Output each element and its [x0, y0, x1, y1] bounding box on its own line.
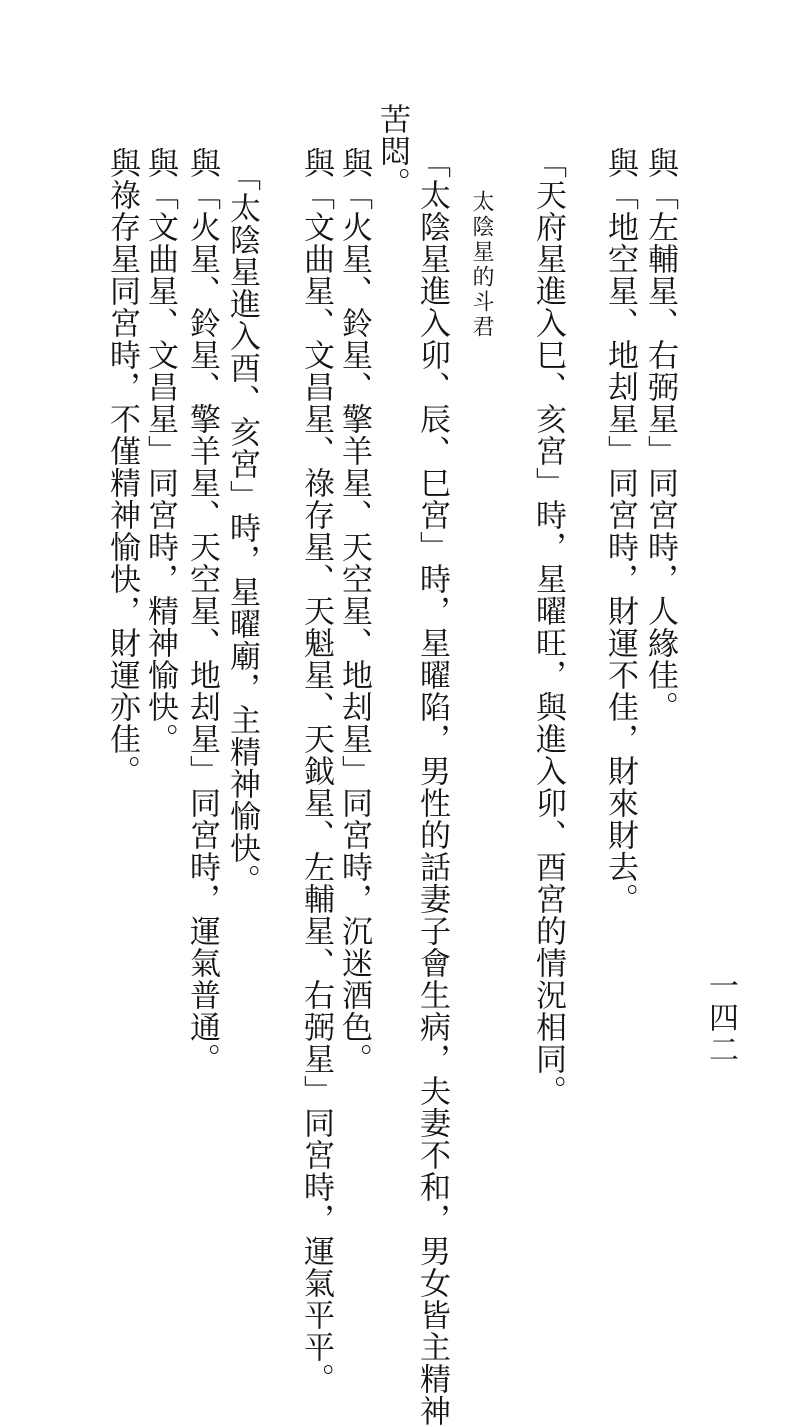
- text-line-4: 「太陰星進入卯、辰、巳宮」時，星曜陷，男性的話妻子會生病，夫妻不和，男女皆主精神: [414, 147, 450, 1427]
- text-line-1: 與「左輔星、右弼星」同宮時，人緣佳。: [642, 147, 678, 723]
- page-number: 一四二: [703, 970, 738, 1066]
- text-line-5: 苦悶。: [374, 103, 410, 199]
- section-heading: 太陰星的斗君: [469, 190, 494, 340]
- text-line-2: 與「地空星、地刦星」同宮時，財運不佳，財來財去。: [602, 147, 638, 915]
- text-line-3: 「天府星進入巳、亥宮」時，星曜旺，與進入卯、酉宮的情況相同。: [530, 147, 566, 1107]
- text-line-10: 與「文曲星、文昌星」同宮時，精神愉快。: [142, 147, 178, 755]
- text-line-11: 與祿存星同宮時，不僅精神愉快，財運亦佳。: [104, 147, 140, 787]
- text-line-8: 「太陰星進入酉、亥宮」時，星曜廟，主精神愉快。: [224, 160, 260, 896]
- text-line-9: 與「火星、鈴星、擎羊星、天空星、地刦星」同宮時，運氣普通。: [184, 147, 220, 1075]
- text-line-7: 與「文曲星、文昌星、祿存星、天魁星、天鉞星、左輔星、右弼星」同宮時，運氣平平。: [298, 147, 334, 1395]
- text-line-6: 與「火星、鈴星、擎羊星、天空星、地刦星」同宮時，沉迷酒色。: [336, 147, 372, 1075]
